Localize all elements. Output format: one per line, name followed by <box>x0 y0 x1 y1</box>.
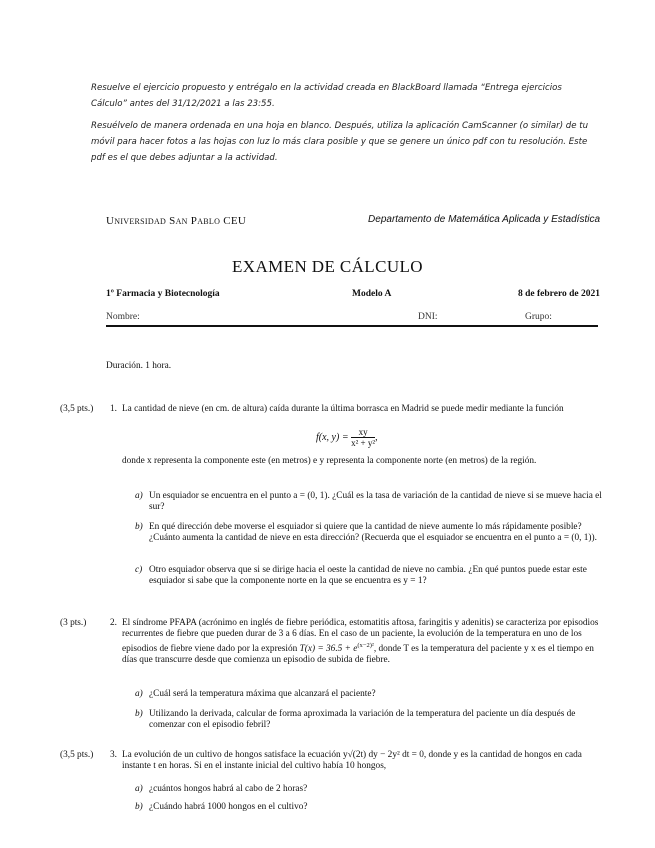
q2-a-label: a) <box>135 689 143 699</box>
q2-expression-rest: , donde T es la temperatura del paciente y x es el tiempo en días que transcurre desde que comienza un episodio de subida de fiebre. <box>122 644 594 666</box>
q3-points: (3,5 pts.) <box>60 750 94 760</box>
q3-a-text: ¿cuántos hongos habrá al cabo de 2 horas? <box>149 784 308 794</box>
q1-intro: La cantidad de nieve (en cm. de altura) caída durante la última borrasca en Madrid se puede medir mediante la función <box>122 404 564 414</box>
q3-number: 3. <box>110 750 117 760</box>
instructions-paragraph-2: Resuélvelo de manera ordenada en una hoja en blanco. Después, utiliza la aplicación CamScanner (o similar) de tu móvil para hacer fotos a las hojas con luz lo más clara posible y que se genere un único pdf con tu resolución. Este pdf es el que debes adjuntar a la actividad. <box>91 121 589 163</box>
q2-text <box>122 618 602 666</box>
q2-b-text: Utilizando la derivada, calcular de forma aproximada la variación de la temperatura del paciente un día después de comenzar con el episodio febril? <box>149 709 576 730</box>
model-label: Modelo A <box>352 289 392 299</box>
q1-b-label: b) <box>135 522 143 532</box>
name-field-label: Nombre: <box>106 312 140 322</box>
q3-b-text: ¿Cuándo habrá 1000 hongos en el cultivo? <box>149 802 308 812</box>
q1-points: (3,5 pts.) <box>60 404 94 414</box>
q1-a-text: Un esquiador se encuentra en el punto a = (0, 1). ¿Cuál es la tasa de variación de la cantidad de nieve si se mueve hacia el sur? <box>149 491 602 512</box>
exam-duration: Duración. 1 hora. <box>106 361 172 371</box>
department-name: Departamento de Matemática Aplicada y Estadística <box>368 214 600 225</box>
q1-c-label: c) <box>135 565 143 575</box>
q2-b-label: b) <box>135 709 143 719</box>
university-name: Universidad San Pablo CEU <box>106 215 247 227</box>
exam-date: 8 de febrero de 2021 <box>518 289 600 299</box>
q1-formula <box>316 427 378 448</box>
q2-points: (3 pts.) <box>60 618 87 628</box>
exam-title: EXAMEN DE CÁLCULO <box>232 257 423 276</box>
q1-formula-denominator: x² + y² <box>351 438 376 448</box>
q1-formula-end: , <box>375 431 378 443</box>
q2-a-text: ¿Cuál será la temperatura máxima que alcanzará el paciente? <box>149 689 376 699</box>
dni-field-label: DNI: <box>418 312 438 322</box>
q2-expression-exponent: (x−2)² <box>357 642 374 649</box>
q1-explanation: donde x representa la componente este (en metros) e y representa la componente norte (en metros) de la región. <box>122 456 537 466</box>
q1-formula-lhs: f(x, y) = <box>316 431 349 443</box>
q2-expression: T(x) = 36.5 + e <box>299 644 358 655</box>
q1-c-text: Otro esquiador observa que si se dirige hacia el oeste la cantidad de nieve no cambia. ¿En qué puntos puede estar este esquiador si sabe que la componente norte en la que se encuentra es y = 1? <box>149 565 587 586</box>
q1-formula-numerator: xy <box>351 427 375 438</box>
q3-a-label: a) <box>135 784 143 794</box>
course-label: 1º Farmacia y Biotecnología <box>106 289 220 299</box>
q1-b-text: En qué dirección debe moverse el esquiador si quiere que la cantidad de nieve aumente lo más rápidamente posible? ¿Cuánto aumenta la cantidad de nieve en esta dirección? (Recuerda que el esquiador se encuentra en el punto a = (0, 1)). <box>149 522 597 543</box>
q1-a-label: a) <box>135 491 143 501</box>
q3-text: La evolución de un cultivo de hongos satisface la ecuación y√(2t) dy − 2y² dt = 0, donde y es la cantidad de hongos en cada instante t en horas. Si en el instante inicial del cultivo había 10 hongos, <box>122 750 582 771</box>
header-divider <box>106 325 598 327</box>
q2-intro: El síndrome PFAPA (acrónimo en inglés de fiebre periódica, estomatitis aftosa, faringitis y adenitis) se caracteriza por episodios recurrentes de fiebre que pueden durar de 3 a 6 días. En el caso de un paciente, la evolución de la temperatura en uno de los episodios de fiebre viene dado por la expresión <box>122 618 599 655</box>
q3-b-label: b) <box>135 802 143 812</box>
q2-number: 2. <box>110 618 117 628</box>
instructions-paragraph-1: Resuelve el ejercicio propuesto y entrégalo en la actividad creada en BlackBoard llamada “Entrega ejercicios Cálculo” antes del 31/12/2021 a las 23:55. <box>91 83 562 109</box>
q1-number: 1. <box>110 404 117 414</box>
group-field-label: Grupo: <box>525 312 552 322</box>
